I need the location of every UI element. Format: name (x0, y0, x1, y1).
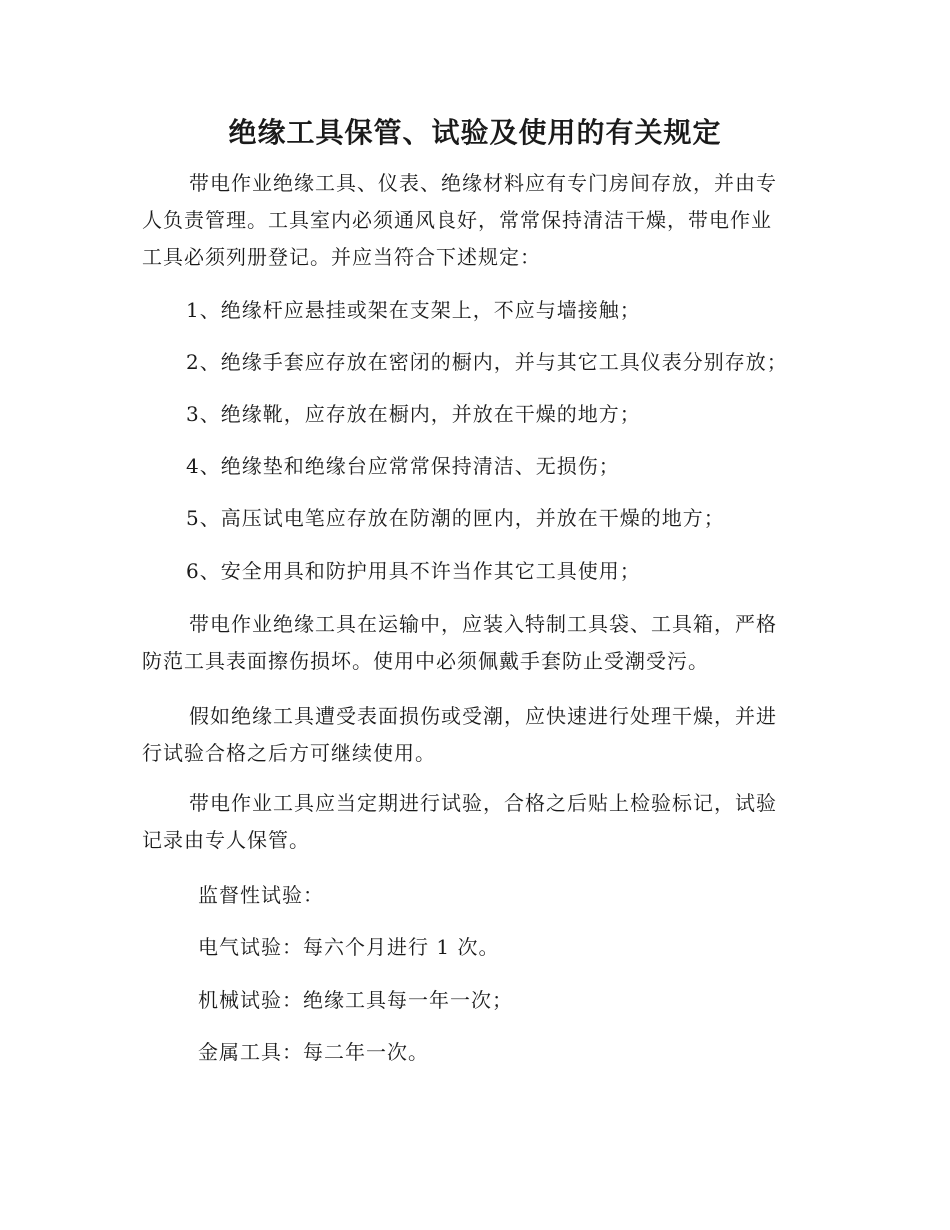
supervision-item: 机械试验：绝缘工具每一年一次； (198, 988, 513, 1012)
intro-line: 人负责管理。工具室内必须通风良好，常常保持清洁干燥，带电作业 (142, 208, 772, 232)
rule-item: 6、安全用具和防护用具不许当作其它工具使用； (186, 559, 641, 583)
damage-paragraph (142, 698, 807, 772)
intro-line: 工具必须列册登记。并应当符合下述规定： (142, 245, 541, 269)
damage-line: 假如绝缘工具遭受表面损伤或受潮，应快速进行处理干燥，并进 (189, 704, 777, 728)
supervision-heading: 监督性试验： (198, 883, 324, 907)
intro-paragraph (142, 165, 807, 276)
periodic-line: 带电作业工具应当定期进行试验，合格之后贴上检验标记，试验 (189, 791, 777, 815)
rule-item: 4、绝缘垫和绝缘台应常常保持清洁、无损伤； (186, 454, 620, 478)
transport-line: 防范工具表面擦伤损坏。使用中必须佩戴手套防止受潮受污。 (142, 649, 709, 673)
document-title: 绝缘工具保管、试验及使用的有关规定 (228, 116, 722, 149)
transport-paragraph (142, 606, 807, 680)
supervision-item: 电气试验：每六个月进行 1 次。 (198, 935, 500, 959)
transport-line: 带电作业绝缘工具在运输中，应装入特制工具袋、工具箱，严格 (189, 612, 777, 636)
periodic-test-paragraph (142, 785, 807, 859)
damage-line: 行试验合格之后方可继续使用。 (142, 741, 436, 765)
supervision-item: 金属工具：每二年一次。 (198, 1040, 429, 1064)
rule-item: 5、高压试电笔应存放在防潮的匣内，并放在干燥的地方； (186, 506, 725, 530)
rule-item: 3、绝缘靴，应存放在橱内，并放在干燥的地方； (186, 402, 641, 426)
intro-line: 带电作业绝缘工具、仪表、绝缘材料应有专门房间存放，并由专 (189, 171, 777, 195)
periodic-line: 记录由专人保管。 (142, 828, 310, 852)
rule-item: 1、绝缘杆应悬挂或架在支架上，不应与墙接触； (186, 298, 641, 322)
rule-item: 2、绝缘手套应存放在密闭的橱内，并与其它工具仪表分别存放； (186, 350, 788, 374)
